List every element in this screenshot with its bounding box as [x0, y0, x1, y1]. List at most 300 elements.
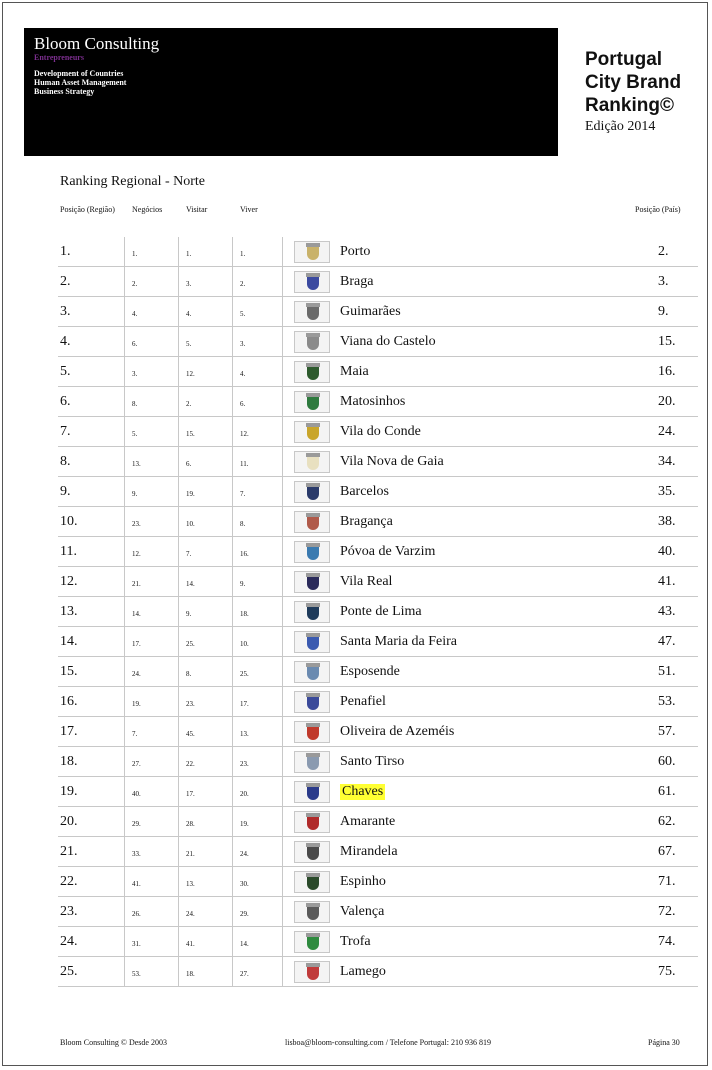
crest-shield — [307, 667, 319, 680]
city-crest-icon — [294, 571, 330, 593]
services-list — [34, 69, 126, 96]
national-rank: 40. — [658, 544, 676, 559]
crest-shield — [307, 817, 319, 830]
viver-rank: 29. — [240, 910, 249, 918]
column-divider — [282, 597, 283, 627]
crest-shield — [307, 967, 319, 980]
column-divider — [124, 447, 125, 477]
city-crest-icon — [294, 841, 330, 863]
column-divider — [232, 357, 233, 387]
viver-rank: 1. — [240, 250, 246, 258]
viver-rank: 10. — [240, 640, 249, 648]
column-divider — [282, 417, 283, 447]
regional-rank: 9. — [60, 484, 71, 499]
crest-shield — [307, 457, 319, 470]
table-row — [58, 297, 698, 327]
city-name: Viana do Castelo — [340, 334, 436, 349]
crest-shield — [307, 907, 319, 920]
negocios-rank: 12. — [132, 550, 141, 558]
city-crest-icon — [294, 481, 330, 503]
negocios-rank: 1. — [132, 250, 138, 258]
table-row — [58, 417, 698, 447]
column-divider — [124, 477, 125, 507]
crest-shield — [307, 547, 319, 560]
table-row — [58, 687, 698, 717]
crest-shield — [307, 367, 319, 380]
viver-rank: 24. — [240, 850, 249, 858]
city-crest-icon — [294, 811, 330, 833]
visitar-rank: 25. — [186, 640, 195, 648]
column-divider — [124, 357, 125, 387]
column-divider — [232, 897, 233, 927]
column-divider — [124, 327, 125, 357]
viver-rank: 20. — [240, 790, 249, 798]
column-divider — [124, 267, 125, 297]
table-row — [58, 537, 698, 567]
column-divider — [232, 507, 233, 537]
column-divider — [232, 837, 233, 867]
table-row — [58, 777, 698, 807]
viver-rank: 2. — [240, 280, 246, 288]
column-divider — [232, 957, 233, 987]
crest-shield — [307, 937, 319, 950]
visitar-rank: 1. — [186, 250, 192, 258]
column-divider — [124, 867, 125, 897]
city-crest-icon — [294, 871, 330, 893]
visitar-rank: 10. — [186, 520, 195, 528]
crest-shield — [307, 277, 319, 290]
table-row — [58, 477, 698, 507]
column-divider — [282, 717, 283, 747]
visitar-rank: 17. — [186, 790, 195, 798]
crest-shield — [307, 337, 319, 350]
city-name: Penafiel — [340, 694, 386, 709]
negocios-rank: 40. — [132, 790, 141, 798]
regional-rank: 15. — [60, 664, 78, 679]
column-divider — [282, 477, 283, 507]
city-crest-icon — [294, 961, 330, 983]
column-divider — [232, 927, 233, 957]
regional-rank: 13. — [60, 604, 78, 619]
crest-shield — [307, 757, 319, 770]
table-row — [58, 387, 698, 417]
city-crest-icon — [294, 451, 330, 473]
column-divider — [124, 627, 125, 657]
column-divider — [178, 957, 179, 987]
column-divider — [178, 567, 179, 597]
table-row — [58, 327, 698, 357]
national-rank: 67. — [658, 844, 676, 859]
column-divider — [232, 387, 233, 417]
city-name: Vila Nova de Gaia — [340, 454, 444, 469]
negocios-rank: 24. — [132, 670, 141, 678]
column-divider — [178, 657, 179, 687]
service-item: Business Strategy — [34, 87, 95, 96]
column-divider — [232, 477, 233, 507]
viver-rank: 7. — [240, 490, 246, 498]
table-row — [58, 867, 698, 897]
city-crest-icon — [294, 361, 330, 383]
column-divider — [282, 687, 283, 717]
column-divider — [282, 387, 283, 417]
city-name — [340, 777, 385, 807]
column-divider — [282, 957, 283, 987]
negocios-rank: 3. — [132, 370, 138, 378]
city-name: Matosinhos — [340, 394, 406, 409]
regional-rank: 17. — [60, 724, 78, 739]
city-crest-icon — [294, 391, 330, 413]
negocios-rank: 21. — [132, 580, 141, 588]
national-rank: 34. — [658, 454, 676, 469]
viver-rank: 4. — [240, 370, 246, 378]
title-line: Ranking© — [585, 95, 674, 116]
crest-shield — [307, 607, 319, 620]
national-rank: 62. — [658, 814, 676, 829]
footer-contact: lisboa@bloom-consulting.com / Telefone Portugal: 210 936 819 — [285, 1038, 491, 1047]
col-header-negocios: Negócios — [132, 205, 163, 214]
city-crest-icon — [294, 691, 330, 713]
column-divider — [282, 327, 283, 357]
column-divider — [178, 597, 179, 627]
city-crest-icon — [294, 511, 330, 533]
city-name: Oliveira de Azeméis — [340, 724, 455, 739]
visitar-rank: 23. — [186, 700, 195, 708]
column-divider — [232, 447, 233, 477]
column-divider — [124, 417, 125, 447]
national-rank: 15. — [658, 334, 676, 349]
regional-rank: 4. — [60, 334, 71, 349]
section-title: Ranking Regional - Norte — [60, 174, 206, 189]
regional-rank: 2. — [60, 274, 71, 289]
column-divider — [124, 807, 125, 837]
viver-rank: 23. — [240, 760, 249, 768]
column-divider — [124, 747, 125, 777]
column-divider — [232, 597, 233, 627]
regional-rank: 8. — [60, 454, 71, 469]
visitar-rank: 9. — [186, 610, 192, 618]
city-crest-icon — [294, 931, 330, 953]
visitar-rank: 19. — [186, 490, 195, 498]
visitar-rank: 21. — [186, 850, 195, 858]
visitar-rank: 4. — [186, 310, 192, 318]
viver-rank: 8. — [240, 520, 246, 528]
column-divider — [178, 537, 179, 567]
negocios-rank: 29. — [132, 820, 141, 828]
column-divider — [282, 747, 283, 777]
column-divider — [178, 687, 179, 717]
column-divider — [232, 657, 233, 687]
negocios-rank: 17. — [132, 640, 141, 648]
table-row — [58, 657, 698, 687]
brand-name: Bloom Consulting — [34, 34, 160, 53]
city-name: Porto — [340, 244, 371, 259]
table-row — [58, 267, 698, 297]
column-divider — [124, 837, 125, 867]
negocios-rank: 14. — [132, 610, 141, 618]
city-name: Braga — [340, 274, 374, 289]
column-divider — [232, 777, 233, 807]
column-divider — [232, 627, 233, 657]
crest-shield — [307, 577, 319, 590]
negocios-rank: 19. — [132, 700, 141, 708]
city-name: Esposende — [340, 664, 400, 679]
column-divider — [232, 747, 233, 777]
viver-rank: 27. — [240, 970, 249, 978]
footer-copyright: Bloom Consulting © Desde 2003 — [60, 1038, 167, 1047]
column-divider — [124, 957, 125, 987]
visitar-rank: 22. — [186, 760, 195, 768]
viver-rank: 16. — [240, 550, 249, 558]
column-divider — [178, 897, 179, 927]
column-divider — [178, 357, 179, 387]
column-divider — [124, 657, 125, 687]
crest-shield — [307, 487, 319, 500]
city-crest-icon — [294, 661, 330, 683]
city-crest-icon — [294, 421, 330, 443]
column-divider — [124, 237, 125, 267]
table-row — [58, 717, 698, 747]
visitar-rank: 15. — [186, 430, 195, 438]
national-rank: 2. — [658, 244, 669, 259]
column-divider — [124, 927, 125, 957]
column-divider — [282, 297, 283, 327]
city-crest-icon — [294, 541, 330, 563]
city-name: Amarante — [340, 814, 396, 829]
viver-rank: 6. — [240, 400, 246, 408]
viver-rank: 13. — [240, 730, 249, 738]
visitar-rank: 3. — [186, 280, 192, 288]
col-header-posicao-pais: Posição (País) — [635, 205, 681, 214]
city-name: Vila do Conde — [340, 424, 421, 439]
crest-shield — [307, 517, 319, 530]
negocios-rank: 2. — [132, 280, 138, 288]
national-rank: 53. — [658, 694, 676, 709]
column-divider — [232, 687, 233, 717]
visitar-rank: 7. — [186, 550, 192, 558]
column-divider — [232, 417, 233, 447]
city-name: Vila Real — [340, 574, 393, 589]
regional-rank: 3. — [60, 304, 71, 319]
national-rank: 72. — [658, 904, 676, 919]
regional-rank: 6. — [60, 394, 71, 409]
column-divider — [124, 687, 125, 717]
regional-rank: 21. — [60, 844, 78, 859]
negocios-rank: 23. — [132, 520, 141, 528]
viver-rank: 3. — [240, 340, 246, 348]
title-line: Portugal — [585, 49, 663, 70]
visitar-rank: 24. — [186, 910, 195, 918]
ranking-table — [58, 237, 698, 987]
visitar-rank: 14. — [186, 580, 195, 588]
national-rank: 41. — [658, 574, 676, 589]
column-divider — [282, 567, 283, 597]
regional-rank: 22. — [60, 874, 78, 889]
national-rank: 38. — [658, 514, 676, 529]
negocios-rank: 53. — [132, 970, 141, 978]
column-divider — [124, 387, 125, 417]
column-divider — [282, 897, 283, 927]
negocios-rank: 13. — [132, 460, 141, 468]
regional-rank: 11. — [60, 544, 77, 559]
regional-rank: 20. — [60, 814, 78, 829]
regional-rank: 5. — [60, 364, 71, 379]
column-divider — [232, 267, 233, 297]
city-name: Guimarães — [340, 304, 401, 319]
visitar-rank: 2. — [186, 400, 192, 408]
column-divider — [124, 297, 125, 327]
column-divider — [282, 267, 283, 297]
column-divider — [178, 327, 179, 357]
column-divider — [178, 507, 179, 537]
service-item: Human Asset Management — [34, 78, 127, 87]
column-divider — [178, 837, 179, 867]
viver-rank: 5. — [240, 310, 246, 318]
viver-rank: 17. — [240, 700, 249, 708]
negocios-rank: 31. — [132, 940, 141, 948]
column-divider — [178, 267, 179, 297]
city-crest-icon — [294, 781, 330, 803]
column-divider — [178, 867, 179, 897]
service-item: Development of Countries — [34, 69, 124, 78]
regional-rank: 7. — [60, 424, 71, 439]
city-crest-icon — [294, 721, 330, 743]
crest-shield — [307, 847, 319, 860]
column-divider — [178, 807, 179, 837]
negocios-rank: 27. — [132, 760, 141, 768]
national-rank: 35. — [658, 484, 676, 499]
national-rank: 47. — [658, 634, 676, 649]
table-row — [58, 507, 698, 537]
column-divider — [282, 657, 283, 687]
brand-subtitle: Entrepreneurs — [34, 53, 84, 62]
column-divider — [282, 447, 283, 477]
visitar-rank: 8. — [186, 670, 192, 678]
regional-rank: 19. — [60, 784, 78, 799]
city-crest-icon — [294, 901, 330, 923]
regional-rank: 14. — [60, 634, 78, 649]
city-name: Bragança — [340, 514, 393, 529]
table-row — [58, 447, 698, 477]
column-divider — [178, 747, 179, 777]
column-divider — [178, 297, 179, 327]
national-rank: 51. — [658, 664, 676, 679]
column-divider — [282, 807, 283, 837]
viver-rank: 9. — [240, 580, 246, 588]
report-title — [585, 48, 681, 136]
crest-shield — [307, 787, 319, 800]
regional-rank: 1. — [60, 244, 71, 259]
city-crest-icon — [294, 601, 330, 623]
city-name: Santo Tirso — [340, 754, 405, 769]
visitar-rank: 6. — [186, 460, 192, 468]
visitar-rank: 5. — [186, 340, 192, 348]
viver-rank: 19. — [240, 820, 249, 828]
column-divider — [124, 777, 125, 807]
city-name: Lamego — [340, 964, 386, 979]
negocios-rank: 9. — [132, 490, 138, 498]
visitar-rank: 12. — [186, 370, 195, 378]
title-line: City Brand — [585, 72, 682, 93]
national-rank: 9. — [658, 304, 669, 319]
column-divider — [232, 867, 233, 897]
negocios-rank: 5. — [132, 430, 138, 438]
city-name: Trofa — [340, 934, 371, 949]
national-rank: 3. — [658, 274, 669, 289]
national-rank: 43. — [658, 604, 676, 619]
crest-shield — [307, 877, 319, 890]
table-row — [58, 567, 698, 597]
regional-rank: 18. — [60, 754, 78, 769]
visitar-rank: 45. — [186, 730, 195, 738]
crest-shield — [307, 727, 319, 740]
column-divider — [178, 387, 179, 417]
national-rank: 75. — [658, 964, 676, 979]
column-divider — [232, 237, 233, 267]
table-row — [58, 927, 698, 957]
city-crest-icon — [294, 271, 330, 293]
column-divider — [232, 807, 233, 837]
crest-shield — [307, 397, 319, 410]
table-row — [58, 627, 698, 657]
column-divider — [232, 327, 233, 357]
city-name: Espinho — [340, 874, 386, 889]
column-divider — [178, 477, 179, 507]
column-divider — [124, 507, 125, 537]
table-row — [58, 747, 698, 777]
negocios-rank: 6. — [132, 340, 138, 348]
column-divider — [178, 237, 179, 267]
table-row — [58, 837, 698, 867]
table-row — [58, 597, 698, 627]
city-crest-icon — [294, 631, 330, 653]
crest-shield — [307, 637, 319, 650]
col-header-posicao-regiao: Posição (Região) — [60, 205, 115, 214]
table-row — [58, 357, 698, 387]
city-name: Ponte de Lima — [340, 604, 422, 619]
regional-rank: 12. — [60, 574, 78, 589]
negocios-rank: 4. — [132, 310, 138, 318]
column-divider — [282, 627, 283, 657]
column-divider — [282, 927, 283, 957]
city-highlight: Chaves — [342, 784, 384, 799]
city-name: Póvoa de Varzim — [340, 544, 436, 559]
negocios-rank: 7. — [132, 730, 138, 738]
table-row — [58, 957, 698, 987]
city-name: Maia — [340, 364, 369, 379]
column-divider — [124, 897, 125, 927]
city-name: Mirandela — [340, 844, 398, 859]
column-divider — [282, 837, 283, 867]
negocios-rank: 26. — [132, 910, 141, 918]
column-divider — [178, 447, 179, 477]
column-divider — [124, 597, 125, 627]
city-crest-icon — [294, 751, 330, 773]
crest-shield — [307, 307, 319, 320]
national-rank: 74. — [658, 934, 676, 949]
city-name: Valença — [340, 904, 385, 919]
column-divider — [232, 297, 233, 327]
national-rank: 24. — [658, 424, 676, 439]
column-divider — [282, 537, 283, 567]
column-divider — [282, 507, 283, 537]
viver-rank: 14. — [240, 940, 249, 948]
table-row — [58, 237, 698, 267]
regional-rank: 16. — [60, 694, 78, 709]
column-divider — [178, 627, 179, 657]
national-rank: 16. — [658, 364, 676, 379]
col-header-viver: Viver — [240, 205, 258, 214]
column-divider — [178, 777, 179, 807]
